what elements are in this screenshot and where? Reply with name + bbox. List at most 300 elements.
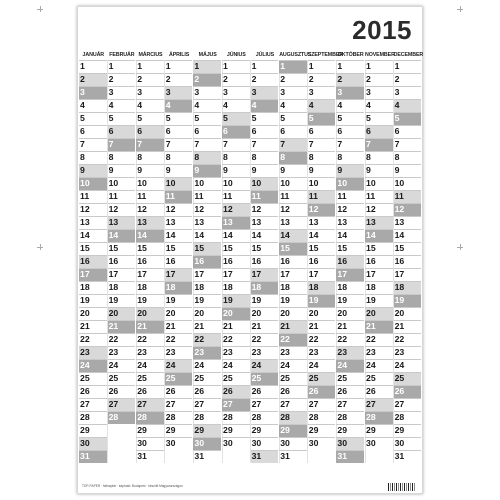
- day-number: 17: [223, 268, 233, 279]
- day-number: 1: [137, 60, 143, 71]
- day-number: 19: [308, 294, 319, 305]
- day-number: 23: [308, 346, 319, 357]
- day-cell: [136, 385, 164, 398]
- day-number: 22: [394, 333, 405, 344]
- day-cell: [365, 385, 393, 398]
- day-number: 15: [251, 242, 262, 253]
- day-cell: [79, 450, 107, 463]
- day-cell: [193, 203, 221, 216]
- day-number: 7: [251, 138, 257, 149]
- day-cell: [136, 411, 164, 424]
- day-number: 6: [394, 125, 400, 136]
- day-cell: [394, 242, 422, 255]
- day-number: 17: [108, 268, 119, 279]
- day-number: 3: [137, 86, 143, 97]
- day-number: 4: [165, 99, 171, 110]
- day-number: 26: [280, 385, 290, 396]
- day-cell: [108, 86, 136, 99]
- day-cell: [79, 346, 107, 359]
- day-cell: [79, 294, 107, 307]
- day-cell: [336, 398, 364, 411]
- day-number: 16: [223, 255, 233, 266]
- day-cell: [79, 86, 107, 99]
- day-cell: [308, 346, 336, 359]
- day-number: 28: [137, 411, 147, 422]
- day-number: 7: [280, 138, 286, 149]
- day-number: 3: [223, 86, 228, 97]
- day-cell: [79, 151, 107, 164]
- day-number: 27: [80, 398, 90, 409]
- day-number: 31: [137, 450, 147, 461]
- day-number: 15: [108, 242, 119, 253]
- day-cell: [365, 125, 393, 138]
- day-number: 16: [280, 255, 290, 266]
- day-cell: [193, 294, 221, 307]
- day-cell: [222, 307, 250, 320]
- day-number: 30: [80, 437, 90, 448]
- day-number: 21: [337, 320, 348, 331]
- day-number: 1: [108, 60, 114, 71]
- day-number: 21: [308, 320, 319, 331]
- day-number: 11: [165, 190, 175, 201]
- day-cell: [136, 242, 164, 255]
- day-cell: [165, 320, 193, 333]
- day-cell: [193, 320, 221, 333]
- day-number: 23: [80, 346, 90, 357]
- day-number: 3: [251, 86, 257, 97]
- day-number: 10: [308, 177, 319, 188]
- day-cell: [193, 242, 221, 255]
- day-number: 4: [251, 99, 257, 110]
- day-cell: [222, 60, 250, 73]
- day-number: 29: [223, 424, 233, 435]
- day-number: 23: [223, 346, 233, 357]
- day-number: 24: [280, 359, 290, 370]
- day-number: 24: [394, 359, 405, 370]
- day-cell: [279, 450, 307, 463]
- day-number: 8: [366, 151, 371, 162]
- day-number: 29: [366, 424, 376, 435]
- day-number: 26: [337, 385, 348, 396]
- day-number: 29: [165, 424, 176, 435]
- day-number: 22: [165, 333, 176, 344]
- day-number: 7: [308, 138, 314, 149]
- day-cell: [136, 333, 164, 346]
- day-number: 5: [108, 112, 114, 123]
- day-cell: [108, 216, 136, 229]
- day-number: 22: [194, 333, 205, 344]
- day-cell: [79, 281, 107, 294]
- day-cell: [136, 112, 164, 125]
- day-cell: [251, 229, 279, 242]
- day-number: 31: [80, 450, 90, 461]
- day-number: 8: [80, 151, 85, 162]
- day-number: 21: [108, 320, 119, 331]
- day-cell: [251, 242, 279, 255]
- day-cell: [193, 216, 221, 229]
- day-cell: [394, 268, 422, 281]
- day-cell: [222, 125, 250, 138]
- day-number: 27: [280, 398, 290, 409]
- day-number: 8: [308, 151, 314, 162]
- day-cell: [79, 424, 107, 437]
- day-cell: [136, 307, 164, 320]
- day-number: 3: [165, 86, 171, 97]
- day-cell: [108, 307, 136, 320]
- day-cell: [193, 372, 221, 385]
- day-cell: [251, 385, 279, 398]
- day-number: 28: [394, 411, 405, 422]
- day-number: 22: [137, 333, 147, 344]
- day-cell: [336, 151, 364, 164]
- day-cell: [365, 177, 393, 190]
- day-cell: [394, 372, 422, 385]
- day-number: 1: [165, 60, 171, 71]
- day-number: 23: [337, 346, 348, 357]
- day-number: 12: [194, 203, 205, 214]
- day-number: 6: [251, 125, 257, 136]
- day-number: 25: [137, 372, 147, 383]
- day-cell: [279, 385, 307, 398]
- day-cell: [165, 294, 193, 307]
- day-number: 28: [337, 411, 348, 422]
- day-cell: [279, 333, 307, 346]
- day-cell: [193, 281, 221, 294]
- day-cell: [394, 437, 422, 450]
- day-cell: [108, 242, 136, 255]
- day-cell: [193, 86, 221, 99]
- month-header: JÚLIUS: [255, 52, 275, 58]
- day-cell: [136, 281, 164, 294]
- day-number: 21: [80, 320, 90, 331]
- day-cell: [193, 151, 221, 164]
- day-number: 30: [366, 437, 376, 448]
- day-number: 1: [194, 60, 200, 71]
- day-cell: [308, 190, 336, 203]
- day-cell: [108, 125, 136, 138]
- day-number: 12: [80, 203, 90, 214]
- day-number: 6: [337, 125, 343, 136]
- day-cell: [365, 86, 393, 99]
- day-cell: [136, 398, 164, 411]
- day-number: 13: [308, 216, 319, 227]
- day-cell: [251, 437, 279, 450]
- day-cell: [394, 281, 422, 294]
- day-number: 25: [366, 372, 376, 383]
- day-cell: [365, 112, 393, 125]
- day-number: 11: [223, 190, 233, 201]
- day-number: 31: [194, 450, 205, 461]
- day-cell: [108, 346, 136, 359]
- day-number: 5: [308, 112, 314, 123]
- day-cell: [336, 333, 364, 346]
- day-number: 24: [194, 359, 205, 370]
- day-number: 26: [308, 385, 319, 396]
- day-number: 28: [366, 411, 376, 422]
- day-cell: [308, 255, 336, 268]
- day-cell: [336, 125, 364, 138]
- day-cell: [365, 190, 393, 203]
- day-cell: [79, 216, 107, 229]
- day-number: 10: [137, 177, 147, 188]
- day-number: 9: [366, 164, 371, 175]
- day-cell: [365, 242, 393, 255]
- day-cell: [165, 281, 193, 294]
- day-number: 26: [394, 385, 405, 396]
- day-number: 17: [165, 268, 176, 279]
- day-cell: [79, 255, 107, 268]
- day-cell: [108, 255, 136, 268]
- day-number: 23: [280, 346, 290, 357]
- day-cell: [279, 125, 307, 138]
- day-number: 7: [194, 138, 200, 149]
- day-cell: [108, 398, 136, 411]
- calendar-year: 2015: [352, 15, 412, 45]
- day-cell: [394, 398, 422, 411]
- day-cell: [136, 151, 164, 164]
- barcode-icon: [388, 483, 416, 491]
- day-number: 20: [308, 307, 319, 318]
- day-cell: [365, 346, 393, 359]
- day-number: 8: [394, 151, 400, 162]
- day-number: 23: [165, 346, 176, 357]
- day-number: 9: [137, 164, 143, 175]
- day-number: 5: [394, 112, 400, 123]
- day-cell: [336, 255, 364, 268]
- day-cell: [279, 216, 307, 229]
- day-cell: [365, 138, 393, 151]
- day-number: 10: [108, 177, 119, 188]
- day-number: 7: [108, 138, 114, 149]
- day-number: 4: [108, 99, 114, 110]
- day-number: 29: [280, 424, 290, 435]
- day-cell: [365, 60, 393, 73]
- day-cell: [308, 242, 336, 255]
- day-number: 21: [165, 320, 176, 331]
- day-number: 9: [394, 164, 400, 175]
- day-cell: [79, 398, 107, 411]
- day-number: 19: [194, 294, 205, 305]
- day-number: 14: [137, 229, 147, 240]
- day-cell: [336, 294, 364, 307]
- day-number: 17: [337, 268, 348, 279]
- day-cell: [251, 164, 279, 177]
- day-cell: [79, 320, 107, 333]
- day-cell: [394, 125, 422, 138]
- day-cell: [336, 281, 364, 294]
- day-cell: [193, 268, 221, 281]
- day-cell: [222, 255, 250, 268]
- day-cell: [165, 73, 193, 86]
- day-cell: [336, 372, 364, 385]
- day-number: 27: [108, 398, 119, 409]
- day-number: 5: [223, 112, 228, 123]
- day-cell: [136, 164, 164, 177]
- day-cell: [136, 138, 164, 151]
- day-cell: [336, 320, 364, 333]
- month-header: DECEMBER: [393, 52, 424, 58]
- day-number: 20: [223, 307, 233, 318]
- day-number: 20: [394, 307, 405, 318]
- day-number: 6: [223, 125, 228, 136]
- day-cell: [336, 307, 364, 320]
- day-cell: [165, 372, 193, 385]
- day-number: 9: [108, 164, 114, 175]
- day-cell: [365, 437, 393, 450]
- day-cell: [165, 164, 193, 177]
- day-number: 19: [366, 294, 376, 305]
- day-cell: [193, 411, 221, 424]
- day-number: 18: [165, 281, 176, 292]
- day-number: 16: [366, 255, 376, 266]
- day-number: 4: [194, 99, 200, 110]
- day-number: 6: [165, 125, 171, 136]
- day-cell: [394, 60, 422, 73]
- day-number: 7: [366, 138, 371, 149]
- month-header: MÁJUS: [198, 52, 217, 58]
- day-number: 31: [394, 450, 405, 461]
- day-number: 9: [280, 164, 286, 175]
- day-cell: [251, 359, 279, 372]
- day-cell: [251, 112, 279, 125]
- day-cell: [336, 203, 364, 216]
- day-number: 14: [194, 229, 205, 240]
- day-number: 12: [337, 203, 348, 214]
- day-cell: [165, 99, 193, 112]
- day-cell: [279, 112, 307, 125]
- day-cell: [308, 268, 336, 281]
- day-number: 14: [165, 229, 176, 240]
- day-cell: [251, 294, 279, 307]
- month-header: FEBRUÁR: [109, 52, 135, 58]
- day-cell: [165, 346, 193, 359]
- day-number: 1: [337, 60, 343, 71]
- day-cell: [165, 190, 193, 203]
- day-number: 11: [280, 190, 290, 201]
- day-number: 2: [337, 73, 343, 84]
- day-cell: [79, 333, 107, 346]
- day-cell: [222, 86, 250, 99]
- day-cell: [136, 372, 164, 385]
- day-cell: [308, 294, 336, 307]
- day-number: 10: [194, 177, 205, 188]
- day-cell: [136, 216, 164, 229]
- day-number: 16: [137, 255, 147, 266]
- day-cell: [365, 164, 393, 177]
- day-cell: [222, 73, 250, 86]
- day-cell: [251, 281, 279, 294]
- day-cell: [193, 346, 221, 359]
- day-number: 31: [280, 450, 290, 461]
- day-number: 19: [337, 294, 348, 305]
- day-cell: [222, 164, 250, 177]
- day-number: 4: [366, 99, 371, 110]
- day-number: 14: [308, 229, 319, 240]
- day-cell: [336, 450, 364, 463]
- day-cell: [136, 203, 164, 216]
- day-cell: [336, 138, 364, 151]
- day-cell: [165, 60, 193, 73]
- day-cell: [251, 411, 279, 424]
- day-number: 11: [137, 190, 147, 201]
- day-number: 9: [223, 164, 228, 175]
- day-cell: [108, 99, 136, 112]
- day-number: 21: [137, 320, 147, 331]
- day-cell: [308, 359, 336, 372]
- day-cell: [165, 229, 193, 242]
- day-number: 20: [137, 307, 147, 318]
- day-cell: [365, 372, 393, 385]
- day-number: 18: [108, 281, 119, 292]
- day-number: 27: [366, 398, 376, 409]
- month-header: JÚNIUS: [226, 52, 246, 58]
- day-number: 15: [394, 242, 405, 253]
- day-number: 22: [366, 333, 376, 344]
- day-cell: [308, 372, 336, 385]
- day-cell: [279, 255, 307, 268]
- day-number: 5: [165, 112, 171, 123]
- day-cell: [279, 437, 307, 450]
- day-number: 2: [251, 73, 257, 84]
- day-number: 24: [337, 359, 348, 370]
- day-number: 25: [308, 372, 319, 383]
- day-number: 22: [223, 333, 233, 344]
- day-number: 21: [366, 320, 376, 331]
- day-number: 22: [80, 333, 90, 344]
- day-cell: [394, 320, 422, 333]
- day-number: 27: [394, 398, 405, 409]
- day-number: 19: [394, 294, 405, 305]
- day-number: 13: [251, 216, 262, 227]
- day-cell: [394, 294, 422, 307]
- day-cell: [336, 268, 364, 281]
- day-cell: [251, 255, 279, 268]
- day-number: 21: [251, 320, 262, 331]
- day-cell: [108, 229, 136, 242]
- day-cell: [79, 177, 107, 190]
- day-number: 27: [337, 398, 348, 409]
- day-number: 4: [80, 99, 85, 110]
- day-number: 23: [137, 346, 147, 357]
- day-number: 16: [337, 255, 348, 266]
- day-number: 9: [251, 164, 257, 175]
- month-header: ÁPRILIS: [168, 52, 190, 58]
- day-number: 2: [194, 73, 200, 84]
- day-number: 25: [280, 372, 290, 383]
- day-number: 5: [80, 112, 85, 123]
- day-number: 27: [308, 398, 319, 409]
- day-cell: [193, 385, 221, 398]
- day-number: 4: [394, 99, 400, 110]
- day-cell: [136, 125, 164, 138]
- day-number: 8: [137, 151, 143, 162]
- day-cell: [251, 190, 279, 203]
- day-cell: [279, 164, 307, 177]
- day-number: 18: [337, 281, 348, 292]
- day-number: 10: [366, 177, 376, 188]
- day-cell: [108, 372, 136, 385]
- day-cell: [108, 320, 136, 333]
- day-cell: [136, 86, 164, 99]
- day-cell: [193, 60, 221, 73]
- day-number: 29: [251, 424, 262, 435]
- day-number: 25: [223, 372, 233, 383]
- day-number: 24: [80, 359, 90, 370]
- day-cell: [108, 203, 136, 216]
- day-cell: [365, 229, 393, 242]
- day-number: 29: [308, 424, 319, 435]
- day-number: 9: [165, 164, 171, 175]
